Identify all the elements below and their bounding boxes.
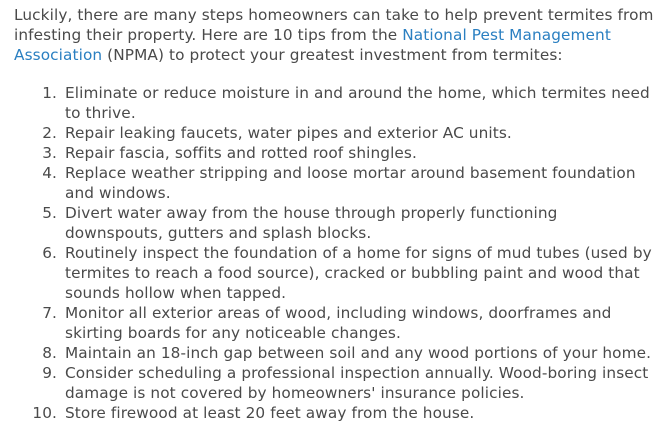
list-item-number: 7.: [42, 304, 57, 322]
intro-text-after-link: (NPMA) to protect your greatest investment from termites:: [102, 46, 563, 64]
list-item-number: 1.: [42, 84, 57, 102]
list-item: [14, 243, 655, 303]
list-item-text: Repair leaking faucets, water pipes and exterior AC units.: [65, 124, 512, 142]
intro-paragraph: [14, 5, 655, 65]
list-item-number: 9.: [42, 364, 57, 382]
list-item: [14, 403, 655, 423]
list-item: [14, 163, 655, 203]
list-item-text: Repair fascia, soffits and rotted roof shingles.: [65, 144, 417, 162]
list-item-text: Replace weather stripping and loose mortar around basement foundation and windows.: [65, 164, 636, 202]
list-item-text: Eliminate or reduce moisture in and around the home, which termites need to thrive.: [65, 84, 650, 122]
npma-link[interactable]: National Pest Management Association: [14, 26, 611, 64]
list-item-text: Maintain an 18-inch gap between soil and any wood portions of your home.: [65, 344, 652, 362]
list-item-number: 3.: [42, 144, 57, 162]
list-item: [14, 143, 655, 163]
list-item: [14, 123, 655, 143]
list-item: [14, 203, 655, 243]
intro-text-before-link: Luckily, there are many steps homeowners can take to help prevent termites from infesting their property. Here are 10 tips from the: [14, 6, 654, 44]
list-item-number: 10.: [32, 404, 57, 422]
list-item: [14, 303, 655, 343]
list-item-number: 4.: [42, 164, 57, 182]
list-item-number: 6.: [42, 244, 57, 262]
list-item-number: 5.: [42, 204, 57, 222]
list-item-text: Routinely inspect the foundation of a home for signs of mud tubes (used by termites to reach a food source), cracked or bubbling paint and wood that sounds hollow when tapped.: [65, 244, 652, 302]
list-item-text: Store firewood at least 20 feet away from the house.: [65, 404, 475, 422]
list-item: [14, 83, 655, 123]
list-item: [14, 363, 655, 403]
list-item-number: 2.: [42, 124, 57, 142]
list-item-text: Monitor all exterior areas of wood, including windows, doorframes and skirting boards for any noticeable changes.: [65, 304, 612, 342]
list-item-text: Consider scheduling a professional inspection annually. Wood-boring insect damage is not covered by homeowners' insurance policies.: [65, 364, 649, 402]
list-item: [14, 343, 655, 363]
list-item-number: 8.: [42, 344, 57, 362]
tips-list: [14, 83, 655, 423]
list-item-text: Divert water away from the house through properly functioning downspouts, gutters and splash blocks.: [65, 204, 558, 242]
